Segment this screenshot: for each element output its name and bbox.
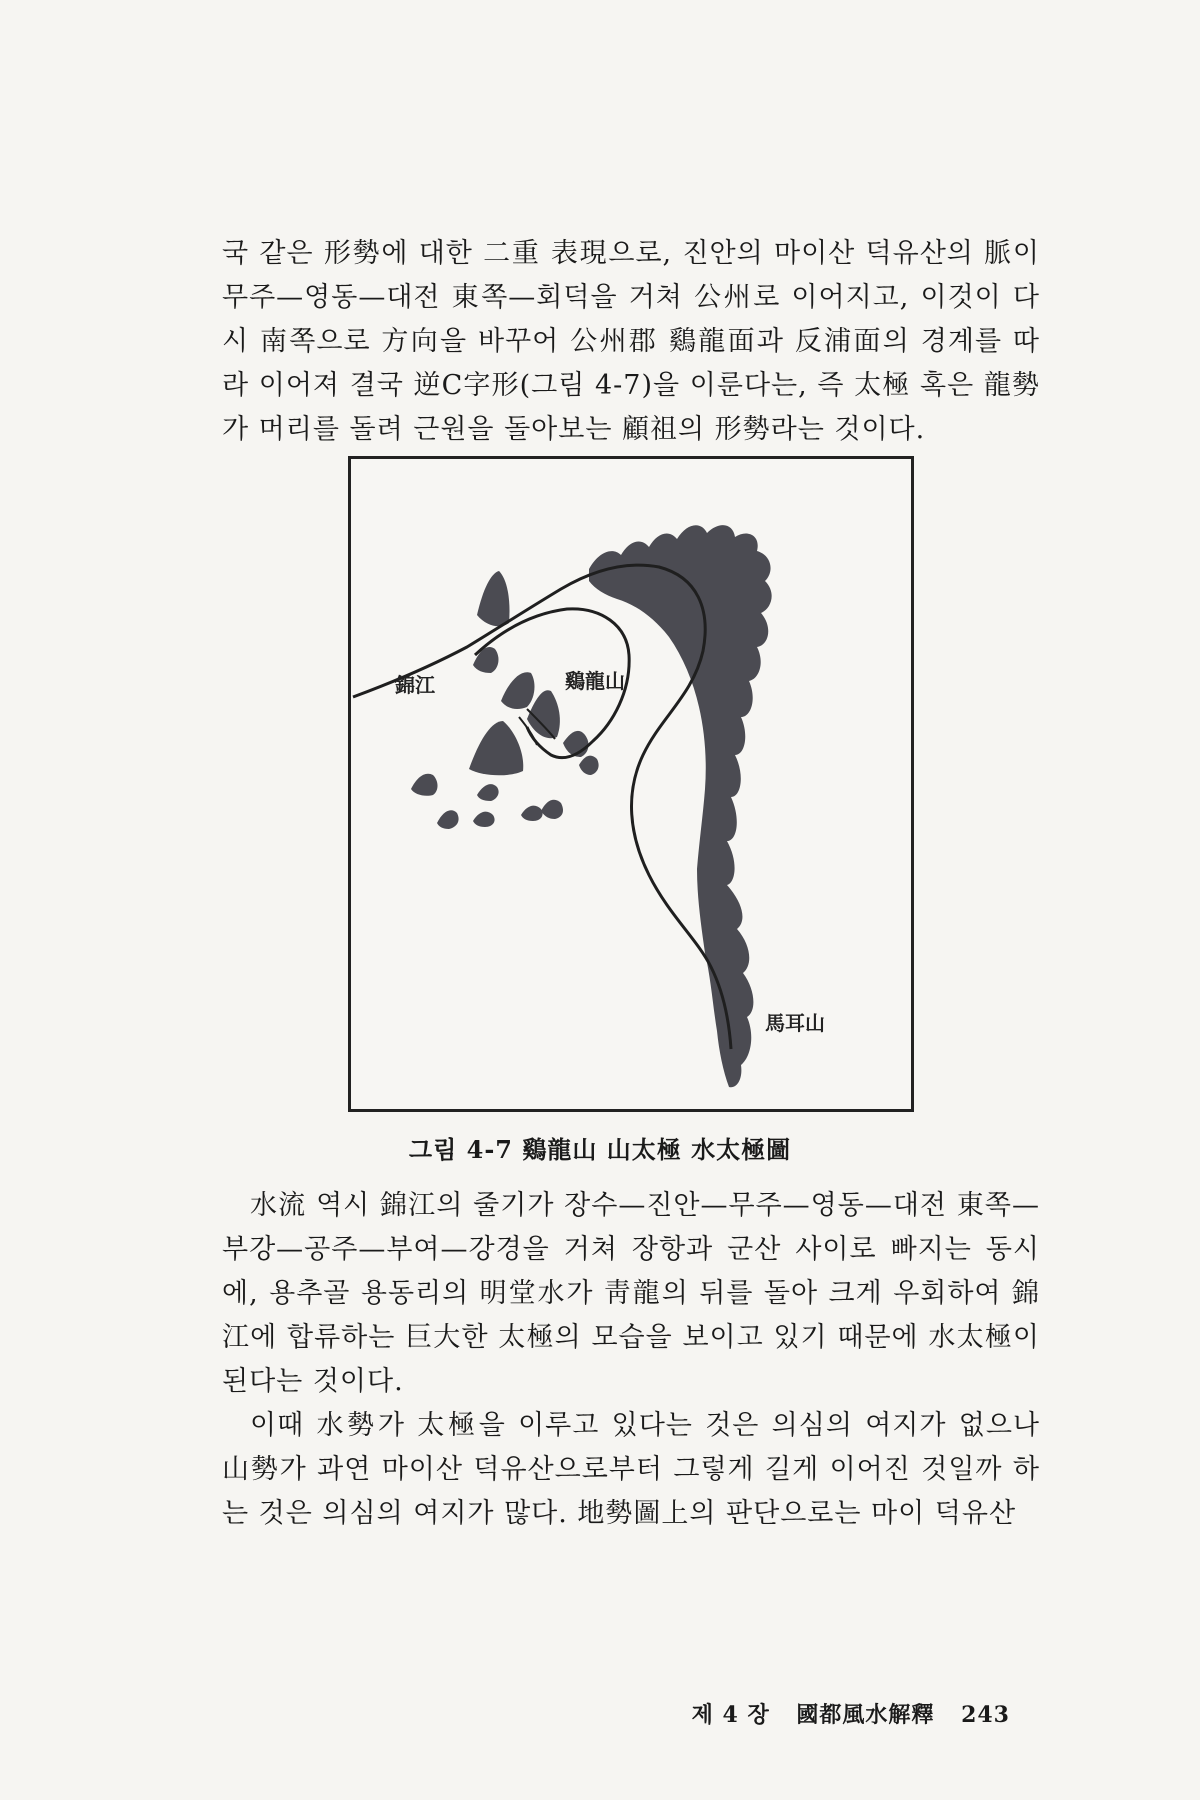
mountain-peak (477, 784, 499, 801)
mountain-peak (521, 806, 543, 821)
figure-frame (348, 456, 914, 1112)
page-number: 243 (961, 1702, 1010, 1728)
mountain-label-2: 馬耳山 (765, 1011, 825, 1035)
mountain-peak (473, 647, 498, 673)
page-footer (0, 1698, 1010, 1729)
paragraph-text: 水流 역시 錦江의 줄기가 장수—진안—무주—영동—대전 東쪽—부강—공주—부여—강경을 거쳐 장항과 군산 사이로 빠지는 동시에, 용추골 용동리의 明堂水가 靑龍의 뒤를 돌아 크게 우회하여 錦江에 합류하는 巨大한 太極의 모습을 보이고 있기 때문에 水太極이 된다는 것이다. (222, 1190, 1040, 1397)
paragraph-text: 국 같은 形勢에 대한 二重 表現으로, 진안의 마이산 덕유산의 脈이 무주—영동—대전 東쪽—회덕을 거쳐 公州로 이어지고, 이것이 다시 南쪽으로 方向을 바꾸어 公州郡 鷄龍面과 反浦面의 경계를 따라 이어져 결국 逆C字形(그림 4-7)을 이룬다는, 즉 太極 혹은 龍勢가 머리를 돌려 근원을 돌아보는 顧祖의 形勢라는 것이다. (222, 238, 1040, 445)
mountain-peak (469, 721, 523, 775)
mountain-peak (477, 571, 510, 626)
mountain-peak (437, 810, 459, 829)
figure-caption: 그림 4-7 鷄龍山 山太極 水太極圖 (408, 1135, 792, 1164)
bottom-paragraphs (222, 1184, 1040, 1536)
chapter-title: 國都風水解釋 (796, 1702, 935, 1728)
river-label: 錦江 (395, 673, 435, 697)
mountain-peak (501, 672, 534, 709)
mountain-label: 鷄龍山 (565, 669, 625, 693)
mountain-peak (411, 774, 438, 796)
paragraph-text: 이때 水勢가 太極을 이루고 있다는 것은 의심의 여지가 없으나 山勢가 과연 마이산 덕유산으로부터 그렇게 길게 이어진 것일까 하는 것은 의심의 여지가 많다. 地勢圖上의 판단으로는 마이 덕유산 (222, 1410, 1040, 1529)
mountain-range-shape (589, 525, 772, 1087)
terrain-diagram (351, 459, 911, 1109)
top-paragraph (222, 232, 1040, 452)
mountain-peak (541, 800, 563, 819)
mountain-peak (579, 756, 599, 775)
mountain-peak (473, 812, 495, 827)
chapter-label: 제 4 장 (691, 1702, 770, 1728)
